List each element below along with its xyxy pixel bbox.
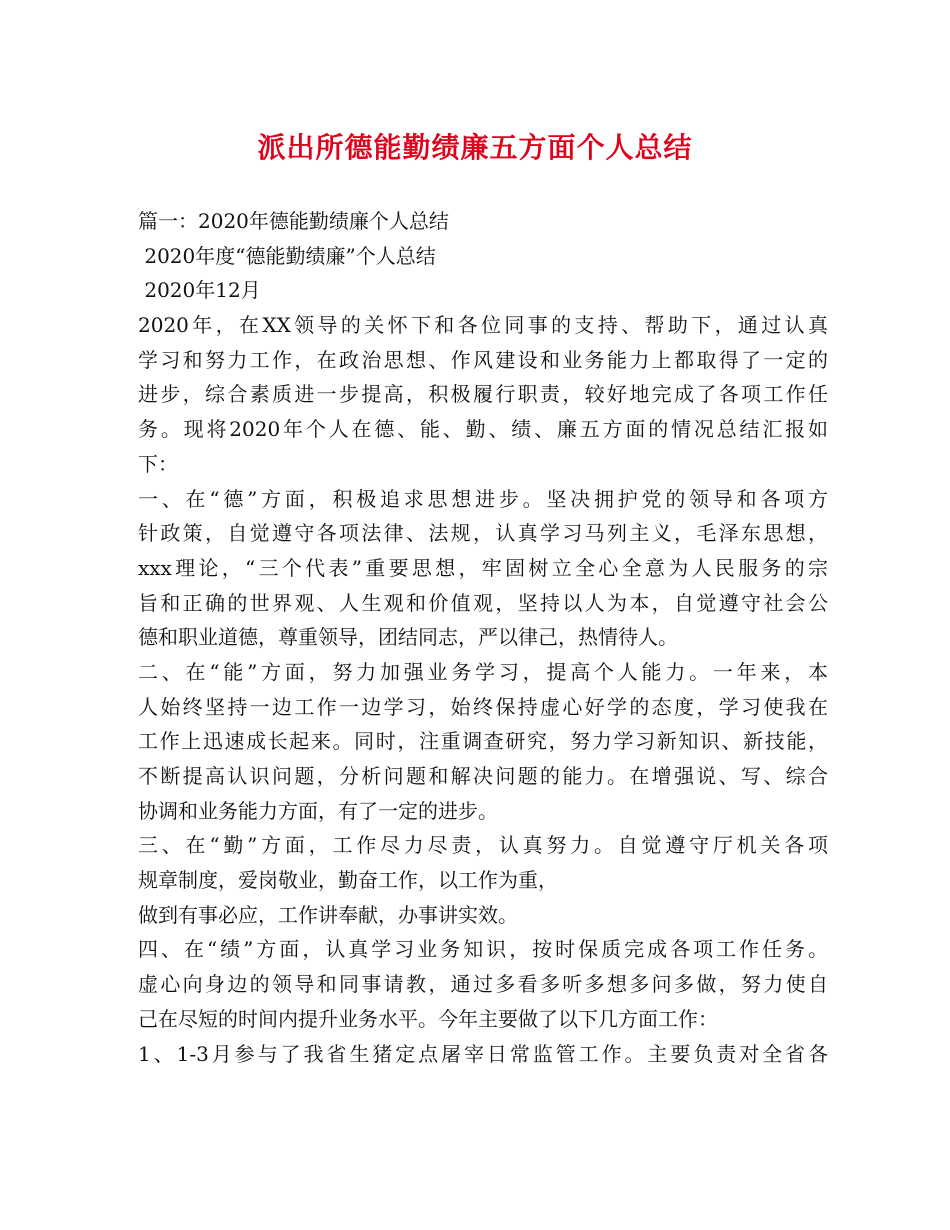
paragraph-line: 2020年12月: [138, 278, 261, 303]
paragraph-line: xxx理论，“三个代表”重要思想，牢固树立全心全意为人民服务的宗: [138, 555, 828, 580]
paragraph-line: 三、在“勤”方面，工作尽力尽责，认真努力。自觉遵守厅机关各项: [138, 833, 828, 858]
paragraph-line: 协调和业务能力方面，有了一定的进步。: [138, 798, 498, 823]
paragraph-line: 学习和努力工作，在政治思想、作风建设和业务能力上都取得了一定的: [138, 347, 828, 372]
document-title: 派出所德能勤绩廉五方面个人总结: [257, 131, 693, 164]
paragraph-line: 务。现将2020年个人在德、能、勤、绩、廉五方面的情况总结汇报如: [138, 417, 828, 442]
paragraph-line: 针政策，自觉遵守各项法律、法规，认真学习马列主义，毛泽东思想，: [138, 521, 828, 546]
paragraph-line: 一、在“德”方面，积极追求思想进步。坚决拥护党的领导和各项方: [138, 486, 828, 511]
paragraph-line: 虚心向身边的领导和同事请教，通过多看多听多想多问多做，努力使自: [138, 972, 828, 997]
paragraph-line: 1、1-3月参与了我省生猪定点屠宰日常监管工作。主要负责对全省各: [138, 1041, 828, 1066]
paragraph-line: 己在尽短的时间内提升业务水平。今年主要做了以下几方面工作：: [138, 1006, 718, 1031]
paragraph-line: 德和职业道德，尊重领导，团结同志，严以律己，热情待人。: [138, 625, 678, 650]
paragraph-line: 旨和正确的世界观、人生观和价值观，坚持以人为本，自觉遵守社会公: [138, 590, 828, 615]
paragraph-line: 人始终坚持一边工作一边学习，始终保持虚心好学的态度，学习使我在: [138, 694, 828, 719]
paragraph-line: 篇一：2020年德能勤绩廉个人总结: [138, 209, 449, 233]
paragraph-line: 2020年，在XX领导的关怀下和各位同事的支持、帮助下，通过认真: [138, 313, 828, 338]
paragraph-line: 二、在“能”方面，努力加强业务学习，提高个人能力。一年来，本: [138, 659, 828, 684]
paragraph-line: 四、在“绩”方面，认真学习业务知识，按时保质完成各项工作任务。: [138, 937, 828, 962]
paragraph-line: 做到有事必应，工作讲奉献，办事讲实效。: [138, 902, 518, 927]
paragraph-line: 工作上迅速成长起来。同时，注重调查研究，努力学习新知识、新技能，: [138, 729, 828, 754]
paragraph-line: 2020年度“德能勤绩廉”个人总结: [138, 243, 436, 268]
paragraph-line: 下：: [138, 451, 178, 476]
document-body: [138, 204, 828, 1071]
paragraph-line: 不断提高认识问题，分析问题和解决问题的能力。在增强说、写、综合: [138, 764, 828, 788]
paragraph-line: 进步，综合素质进一步提高，积极履行职责，较好地完成了各项工作任: [138, 382, 828, 407]
paragraph-line: 规章制度，爱岗敬业，勤奋工作，以工作为重，: [138, 868, 558, 893]
